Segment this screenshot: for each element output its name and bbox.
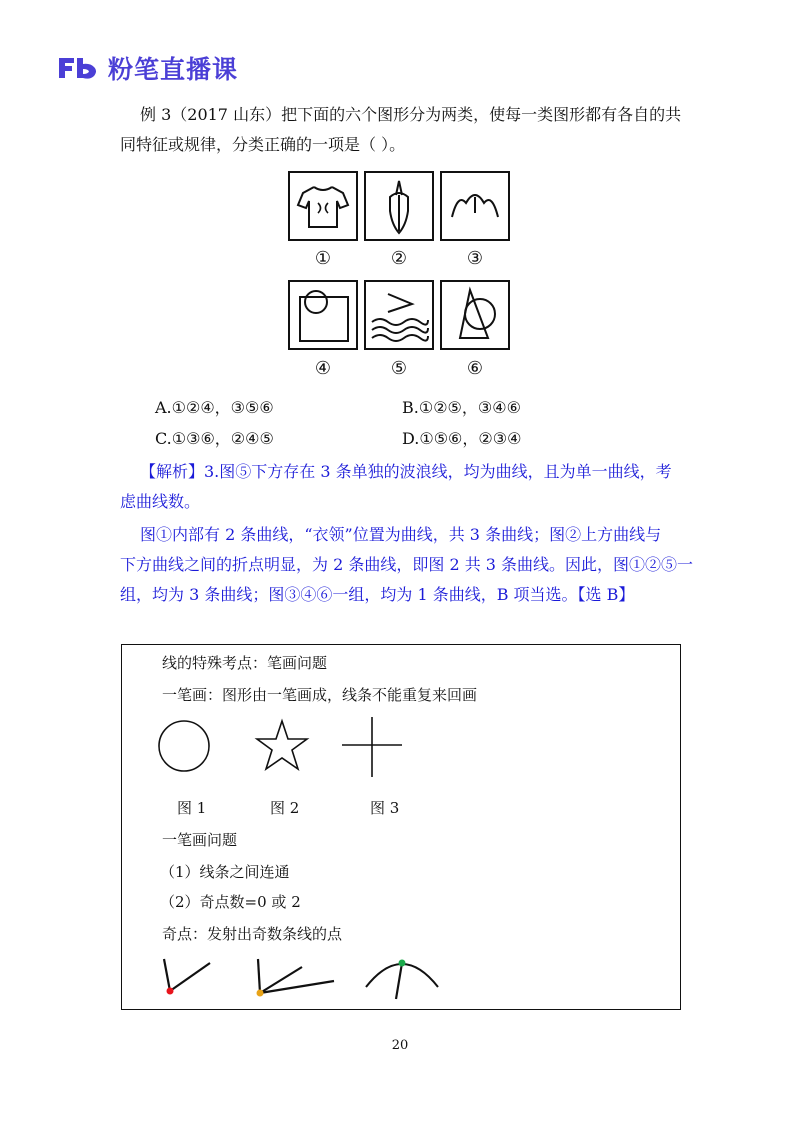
odd-point-example-3	[362, 951, 442, 1003]
knowledge-definition: 一笔画：图形由一笔画成，线条不能重复来回画	[162, 686, 478, 704]
figure-caption-1: 图 1	[177, 799, 207, 817]
odd-point-example-1	[160, 953, 220, 1003]
brand-name: 粉笔直播课	[108, 55, 239, 84]
circle-figure	[154, 717, 214, 775]
figure-2-leaf	[364, 171, 434, 241]
figure-label-2: ②	[390, 248, 408, 269]
option-c: C.①③⑥，②④⑤	[155, 429, 274, 448]
figure-6-triangle-circle	[440, 280, 510, 350]
page-number: 20	[391, 1038, 409, 1053]
figure-5-waves	[364, 280, 434, 350]
fb-logo-icon	[56, 55, 100, 81]
figure-label-1: ①	[314, 248, 332, 269]
analysis-p2-line-3: 组，均为 3 条曲线；图③④⑥一组，均为 1 条曲线，B 项当选。【选 B】	[120, 585, 635, 604]
analysis-p1-line-1: 【解析】3.图⑤下方存在 3 条单独的波浪线，均为曲线，且为单一曲线，考	[140, 462, 672, 481]
question-line-1: 例 3（2017 山东）把下面的六个图形分为两类，使每一类图形都有各自的共	[140, 105, 682, 124]
figure-caption-3: 图 3	[370, 799, 400, 817]
figure-label-3: ③	[466, 248, 484, 269]
figure-label-5: ⑤	[390, 358, 408, 379]
star-figure	[252, 717, 312, 775]
option-b: B.①②⑤，③④⑥	[402, 398, 521, 417]
analysis-p1-line-2: 虑曲线数。	[120, 492, 201, 511]
analysis-p2-line-2: 下方曲线之间的折点明显，为 2 条曲线，即图 2 共 3 条曲线。因此，图①②⑤一	[120, 555, 694, 574]
figure-label-6: ⑥	[466, 358, 484, 379]
option-a: A.①②④，③⑤⑥	[155, 398, 274, 417]
knowledge-box	[121, 644, 681, 1010]
odd-point-definition: 奇点：发射出奇数条线的点	[162, 925, 343, 943]
knowledge-title: 线的特殊考点：笔画问题	[162, 654, 328, 672]
problem-title: 一笔画问题	[162, 831, 238, 849]
question-line-2: 同特征或规律，分类正确的一项是（ ）。	[120, 135, 406, 154]
condition-1: （1）线条之间连通	[160, 863, 290, 881]
figure-label-4: ④	[314, 358, 332, 379]
figure-4-square-circle	[288, 280, 358, 350]
figure-3-arch	[440, 171, 510, 241]
option-d: D.①⑤⑥，②③④	[402, 429, 522, 448]
figure-caption-2: 图 2	[270, 799, 300, 817]
figure-1-shirt	[288, 171, 358, 241]
analysis-p2-line-1: 图①内部有 2 条曲线，“衣领”位置为曲线，共 3 条曲线；图②上方曲线与	[140, 525, 662, 544]
condition-2: （2）奇点数=0 或 2	[160, 893, 301, 911]
brand-logo	[56, 50, 238, 86]
cross-figure	[340, 715, 404, 779]
odd-point-example-2	[250, 955, 340, 1003]
